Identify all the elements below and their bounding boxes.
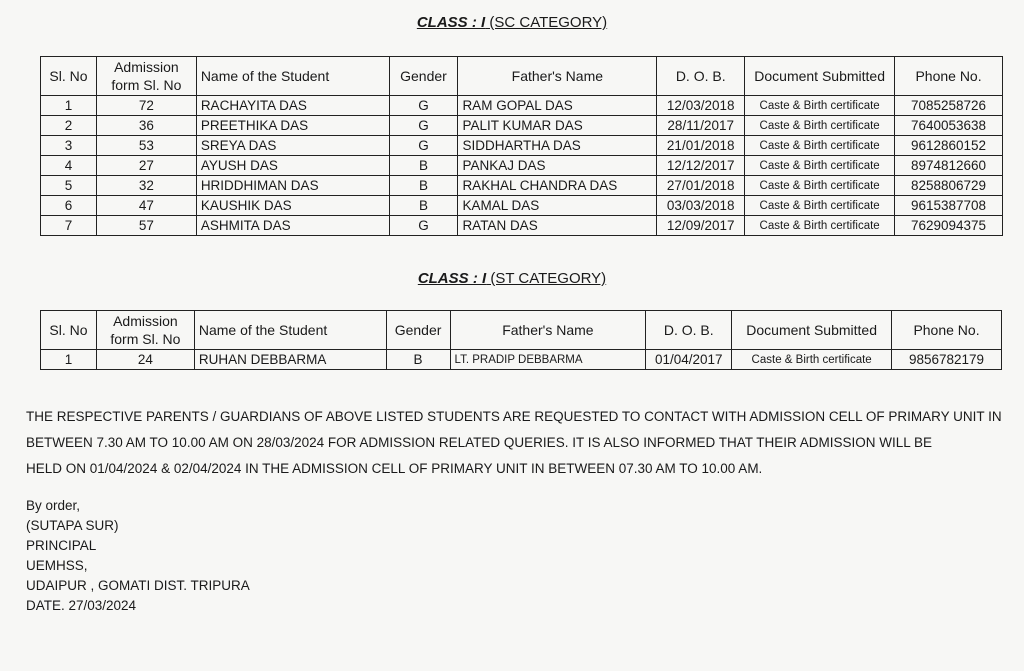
- gender-cell: G: [389, 96, 458, 116]
- sl-no-cell: 2: [41, 116, 97, 136]
- admission-no-cell: 27: [96, 156, 196, 176]
- header-gender: Gender: [386, 311, 450, 350]
- phone-cell: 8258806729: [895, 176, 1003, 196]
- dob-cell: 21/01/2018: [657, 136, 745, 156]
- phone-cell: 9612860152: [895, 136, 1003, 156]
- phone-cell: 7640053638: [895, 116, 1003, 136]
- header-admission-form: Admission form Sl. No: [96, 57, 196, 96]
- gender-cell: B: [386, 350, 450, 370]
- st-table-header-row: [41, 311, 1002, 350]
- phone-cell: 8974812660: [895, 156, 1003, 176]
- st-category-table: [40, 310, 1002, 370]
- father-name-cell: SIDDHARTHA DAS: [458, 136, 657, 156]
- student-name-cell: SREYA DAS: [196, 136, 389, 156]
- school-name: UEMHSS,: [26, 558, 88, 573]
- phone-cell: 9856782179: [892, 350, 1002, 370]
- father-name-cell: KAMAL DAS: [458, 196, 657, 216]
- sl-no-cell: 5: [41, 176, 97, 196]
- sl-no-cell: 4: [41, 156, 97, 176]
- sl-no-cell: 1: [41, 96, 97, 116]
- sc-heading-category: (SC CATEGORY): [485, 14, 608, 31]
- admission-no-cell: 53: [96, 136, 196, 156]
- by-order-text: By order,: [26, 498, 81, 513]
- student-name-cell: HRIDDHIMAN DAS: [196, 176, 389, 196]
- table-row: [41, 216, 1003, 236]
- sl-no-cell: 6: [41, 196, 97, 216]
- notice-line: THE RESPECTIVE PARENTS / GUARDIANS OF ABOVE LISTED STUDENTS ARE REQUESTED TO CONTACT WITH ADMISSION CELL OF PRIMARY UNIT IN: [26, 409, 1002, 424]
- header-student-name: Name of the Student: [194, 311, 386, 350]
- header-dob: D. O. B.: [657, 57, 745, 96]
- header-phone: Phone No.: [895, 57, 1003, 96]
- table-row: [41, 176, 1003, 196]
- dob-cell: 12/03/2018: [657, 96, 745, 116]
- table-row: [41, 156, 1003, 176]
- dob-cell: 27/01/2018: [657, 176, 745, 196]
- document-cell: Caste & Birth certificate: [745, 116, 895, 136]
- document-cell: Caste & Birth certificate: [745, 136, 895, 156]
- header-document: Document Submitted: [745, 57, 895, 96]
- signature-block: [26, 496, 250, 616]
- student-name-cell: RUHAN DEBBARMA: [194, 350, 386, 370]
- notice-line: BETWEEN 7.30 AM TO 10.00 AM ON 28/03/2024 FOR ADMISSION RELATED QUERIES. IT IS ALSO INFORMED THAT THEIR ADMISSION WILL BE: [26, 435, 933, 450]
- admission-no-cell: 36: [96, 116, 196, 136]
- student-name-cell: AYUSH DAS: [196, 156, 389, 176]
- dob-cell: 12/12/2017: [657, 156, 745, 176]
- st-category-heading: [0, 270, 1024, 287]
- dob-cell: 12/09/2017: [657, 216, 745, 236]
- gender-cell: G: [389, 116, 458, 136]
- admission-no-cell: 57: [96, 216, 196, 236]
- student-name-cell: KAUSHIK DAS: [196, 196, 389, 216]
- notice-line: HELD ON 01/04/2024 & 02/04/2024 IN THE ADMISSION CELL OF PRIMARY UNIT IN BETWEEN 07.30 AM TO 10.00 AM.: [26, 461, 763, 476]
- header-document: Document Submitted: [732, 311, 892, 350]
- sc-table-header-row: [41, 57, 1003, 96]
- phone-cell: 7085258726: [895, 96, 1003, 116]
- document-cell: Caste & Birth certificate: [732, 350, 892, 370]
- header-father-name: Father's Name: [450, 311, 646, 350]
- header-dob: D. O. B.: [646, 311, 732, 350]
- document-cell: Caste & Birth certificate: [745, 176, 895, 196]
- father-name-cell: PANKAJ DAS: [458, 156, 657, 176]
- phone-cell: 7629094375: [895, 216, 1003, 236]
- student-name-cell: PREETHIKA DAS: [196, 116, 389, 136]
- header-student-name: Name of the Student: [196, 57, 389, 96]
- admission-no-cell: 24: [96, 350, 194, 370]
- document-cell: Caste & Birth certificate: [745, 196, 895, 216]
- designation: PRINCIPAL: [26, 538, 97, 553]
- document-cell: Caste & Birth certificate: [745, 156, 895, 176]
- header-admission-form: Admission form Sl. No: [96, 311, 194, 350]
- student-name-cell: RACHAYITA DAS: [196, 96, 389, 116]
- header-sl-no: Sl. No: [41, 57, 97, 96]
- table-row: [41, 196, 1003, 216]
- sl-no-cell: 1: [41, 350, 97, 370]
- gender-cell: G: [389, 136, 458, 156]
- table-row: [41, 96, 1003, 116]
- sc-category-table: [40, 56, 1003, 236]
- gender-cell: B: [389, 156, 458, 176]
- notice-date: DATE. 27/03/2024: [26, 598, 137, 613]
- phone-cell: 9615387708: [895, 196, 1003, 216]
- document-cell: Caste & Birth certificate: [745, 216, 895, 236]
- st-heading-class: CLASS : I: [417, 270, 487, 287]
- st-heading-category: (ST CATEGORY): [486, 270, 607, 287]
- gender-cell: B: [389, 176, 458, 196]
- father-name-cell: RAKHAL CHANDRA DAS: [458, 176, 657, 196]
- sc-heading-class: CLASS : I: [416, 14, 486, 31]
- sl-no-cell: 3: [41, 136, 97, 156]
- principal-name: (SUTAPA SUR): [26, 518, 119, 533]
- dob-cell: 28/11/2017: [657, 116, 745, 136]
- school-address: UDAIPUR , GOMATI DIST. TRIPURA: [26, 578, 250, 593]
- gender-cell: G: [389, 216, 458, 236]
- document-cell: Caste & Birth certificate: [745, 96, 895, 116]
- dob-cell: 03/03/2018: [657, 196, 745, 216]
- father-name-cell: LT. PRADIP DEBBARMA: [450, 350, 646, 370]
- table-row: [41, 136, 1003, 156]
- header-sl-no: Sl. No: [41, 311, 97, 350]
- header-phone: Phone No.: [892, 311, 1002, 350]
- sl-no-cell: 7: [41, 216, 97, 236]
- father-name-cell: RATAN DAS: [458, 216, 657, 236]
- admission-no-cell: 47: [96, 196, 196, 216]
- header-father-name: Father's Name: [458, 57, 657, 96]
- admission-notice: [26, 404, 1016, 482]
- dob-cell: 01/04/2017: [646, 350, 732, 370]
- table-row: [41, 116, 1003, 136]
- father-name-cell: RAM GOPAL DAS: [458, 96, 657, 116]
- sc-category-heading: [0, 14, 1024, 31]
- header-gender: Gender: [389, 57, 458, 96]
- student-name-cell: ASHMITA DAS: [196, 216, 389, 236]
- father-name-cell: PALIT KUMAR DAS: [458, 116, 657, 136]
- table-row: [41, 350, 1002, 370]
- admission-no-cell: 72: [96, 96, 196, 116]
- gender-cell: B: [389, 196, 458, 216]
- admission-no-cell: 32: [96, 176, 196, 196]
